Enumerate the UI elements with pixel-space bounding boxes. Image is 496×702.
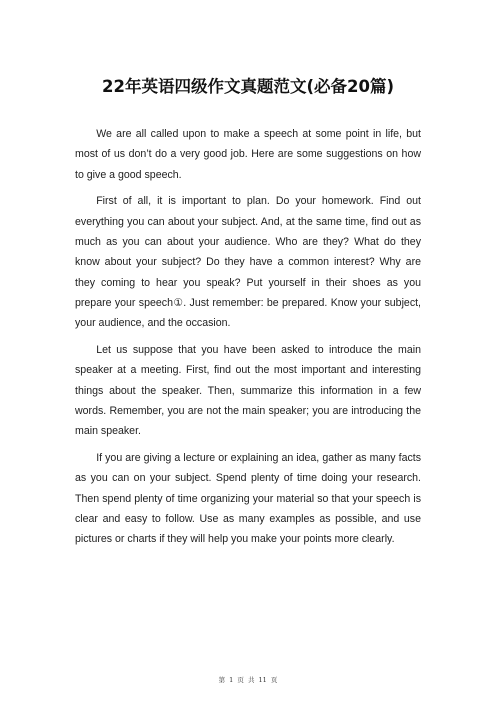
paragraph-2: First of all, it is important to plan. Do your homework. Find out everything you can about your subject. And, at the same time, find out as much as you can about your audience. Who are they? What do they know about your subject? Do they have a common interest? Why are they coming to hear you speak? Put yourself in their shoes as you prepare your speech①. Just remember: be prepared. Know your subject, your audience, and the occasion. <box>75 195 421 330</box>
footer-page-word: 页 <box>237 676 244 684</box>
page-footer <box>0 675 496 685</box>
paragraph-1: We are all called upon to make a speech at some point in life, but most of us don’t do a very good job. Here are some suggestions on how to give a good speech. <box>75 128 421 181</box>
paragraph-3: Let us suppose that you have been asked to introduce the main speaker at a meeting. First, find out the most important and interesting things about the speaker. Then, summarize this information in a few words. Remember, you are not the main speaker; you are introducing the main speaker. <box>75 343 421 438</box>
footer-total-pages: 11 <box>258 676 267 684</box>
footer-suffix: 页 <box>270 676 278 684</box>
footer-total-word: 共 <box>247 676 255 684</box>
footer-current-page: 1 <box>229 676 234 684</box>
document-title: 22年英语四级作文真题范文(必备20篇) <box>101 77 394 96</box>
document-body <box>75 124 421 556</box>
footer-prefix: 第 <box>218 676 226 684</box>
paragraph-4: If you are giving a lecture or explaining an idea, gather as many facts as you can on your subject. Spend plenty of time doing your research. Then spend plenty of time organizing your material so that your speech is clear and easy to follow. Use as many examples as possible, and use pictures or charts if they will help you make your points more clearly. <box>75 451 421 546</box>
